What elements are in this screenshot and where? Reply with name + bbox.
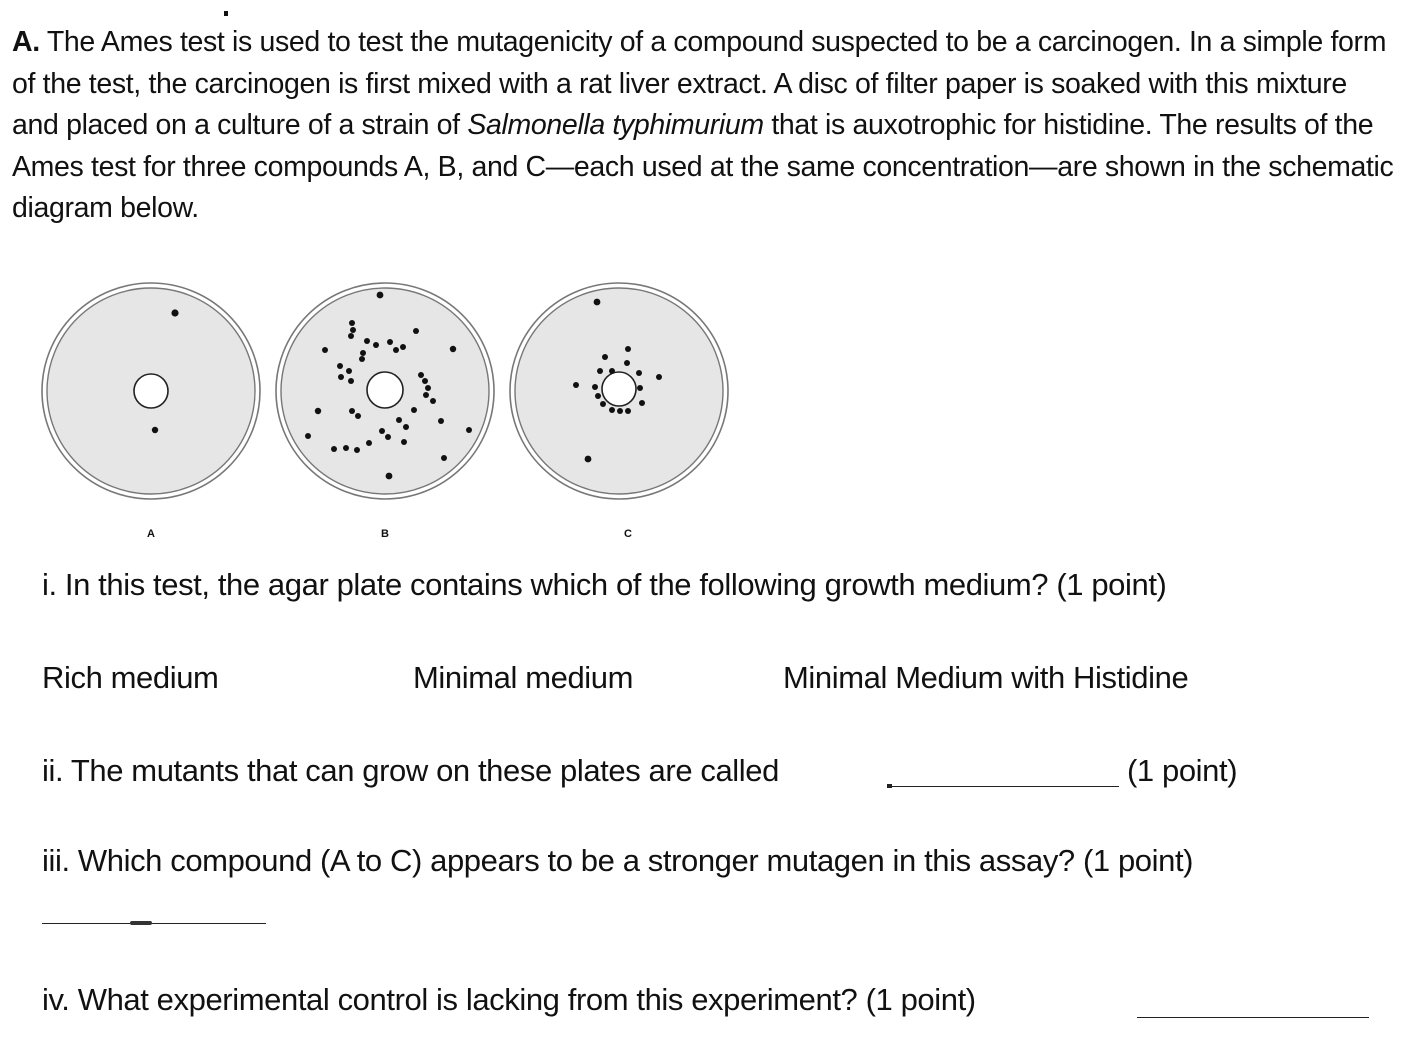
ames-plates-diagram (0, 270, 760, 560)
plate-label: C (624, 528, 632, 540)
question-2-points: (1 point) (1127, 753, 1238, 788)
blank-smudge (130, 921, 152, 925)
plate-b (276, 283, 494, 540)
answer-blank-4[interactable] (1137, 1017, 1369, 1018)
section-label: A. (12, 26, 40, 58)
option-minimal-medium-histidine[interactable]: Minimal Medium with Histidine (783, 660, 1189, 695)
organism-name: Salmonella typhimurium (467, 109, 764, 141)
filter-disc (134, 374, 168, 408)
option-minimal-medium[interactable]: Minimal medium (413, 660, 634, 695)
question-1: i. In this test, the agar plate contains which of the following growth medium? (1 point) (42, 567, 1167, 602)
plate-a (42, 283, 260, 540)
plate-label: B (381, 528, 389, 540)
question-4: iv. What experimental control is lacking from this experiment? (1 point) (42, 982, 976, 1017)
plate-c (510, 283, 728, 540)
stray-mark (224, 11, 228, 16)
intro-paragraph (12, 22, 1397, 230)
blank-dot (887, 784, 892, 788)
intro-text-2: that is auxotrophic for histidine. The results of the Ames test for three compounds A, B, and C—each used at the same concentration—are shown in the schematic diagram below. (12, 109, 1394, 224)
filter-disc (367, 372, 403, 408)
question-3: iii. Which compound (A to C) appears to be a stronger mutagen in this assay? (1 point) (42, 843, 1194, 878)
option-rich-medium[interactable]: Rich medium (42, 660, 219, 695)
plate-label: A (147, 528, 155, 540)
filter-disc (602, 372, 636, 406)
answer-blank-3[interactable] (42, 923, 266, 924)
question-2: ii. The mutants that can grow on these plates are called (42, 753, 779, 788)
intro-text-1: The Ames test is used to test the mutagenicity of a compound suspected to be a carcinogen. In a simple form of the test, the carcinogen is first mixed with a rat liver extract. A disc of filter paper is soaked with this mixture and placed on a culture of a strain of (12, 26, 1387, 141)
answer-blank-2[interactable] (887, 786, 1119, 787)
